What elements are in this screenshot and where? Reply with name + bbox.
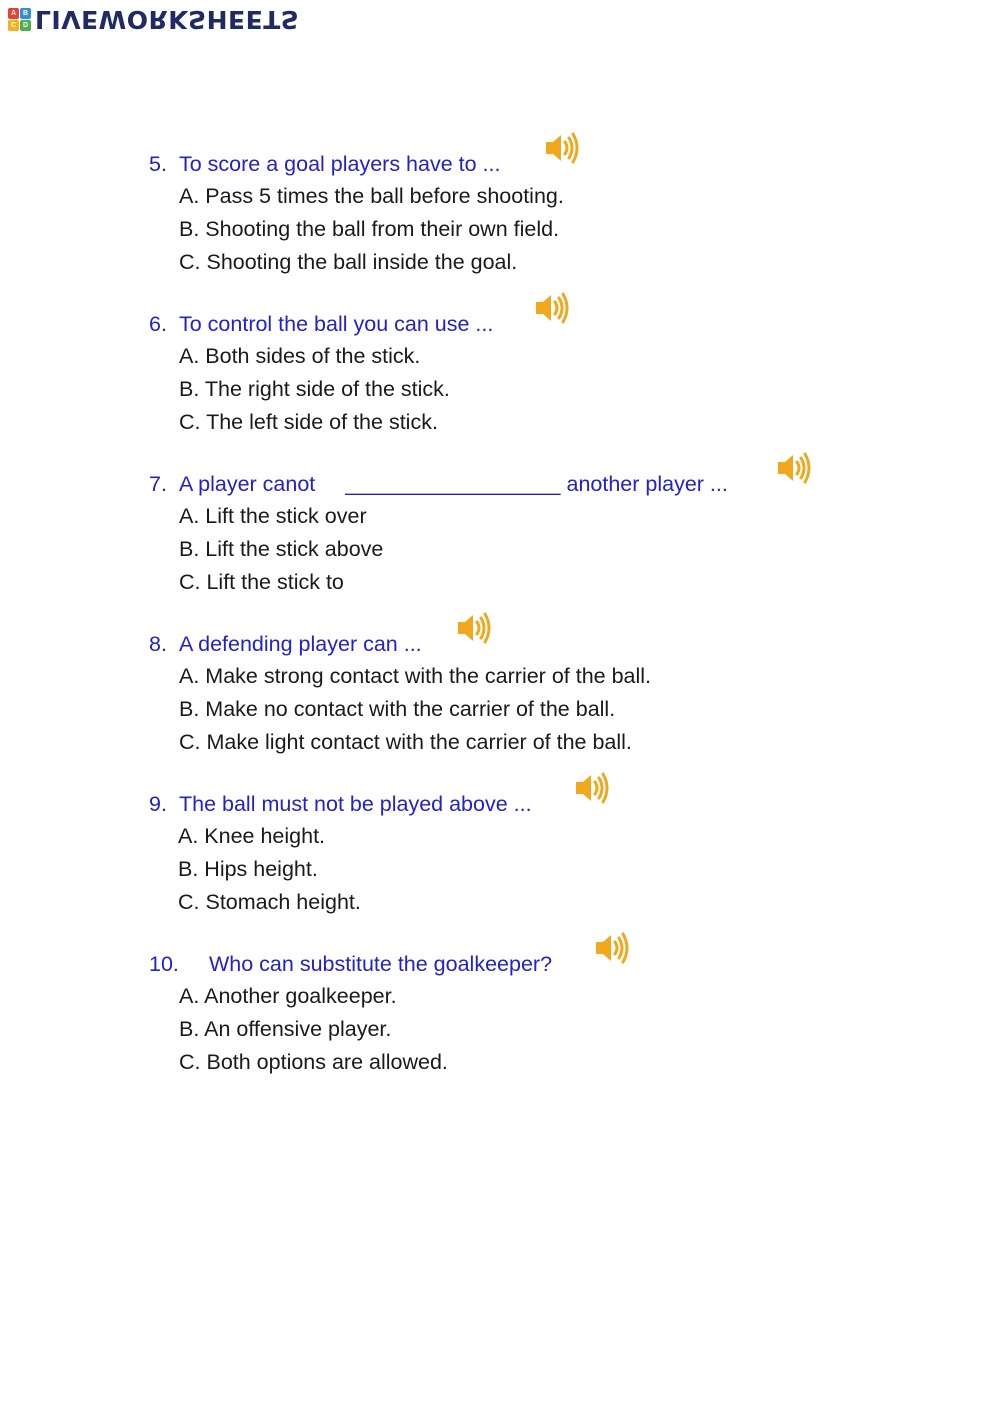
- question-10: [149, 948, 969, 1079]
- option-a[interactable]: A. Make strong contact with the carrier of the ball.: [179, 664, 652, 688]
- question-number: 7.: [149, 472, 167, 496]
- option-c[interactable]: C. The left side of the stick.: [179, 410, 438, 434]
- option-b[interactable]: B. Hips height.: [178, 857, 318, 881]
- speaker-icon[interactable]: [775, 451, 811, 485]
- liveworksheets-logo: [8, 4, 299, 34]
- option-a[interactable]: A. Pass 5 times the ball before shooting.: [179, 184, 564, 208]
- question-prompt: [149, 948, 969, 980]
- options-list: [149, 180, 969, 279]
- logo-block: B: [20, 8, 31, 19]
- speaker-icon[interactable]: [573, 771, 609, 805]
- question-7: [149, 468, 969, 599]
- option-c[interactable]: C. Make light contact with the carrier of the ball.: [179, 730, 632, 754]
- question-text: To score a goal players have to ...: [179, 152, 501, 176]
- question-number: 10.: [149, 952, 179, 976]
- option-c[interactable]: C. Shooting the ball inside the goal.: [179, 250, 518, 274]
- option-b[interactable]: B. An offensive player.: [179, 1017, 392, 1041]
- question-prompt: [149, 628, 969, 660]
- speaker-icon[interactable]: [593, 931, 629, 965]
- option-a[interactable]: A. Knee height.: [178, 824, 326, 848]
- question-number: 9.: [149, 792, 167, 816]
- logo-block: C: [8, 20, 19, 31]
- question-text-before: A player canot: [179, 472, 316, 496]
- speaker-icon[interactable]: [455, 611, 491, 645]
- question-number: 6.: [149, 312, 167, 336]
- question-number: 8.: [149, 632, 167, 656]
- question-number: 5.: [149, 152, 167, 176]
- question-text: Who can substitute the goalkeeper?: [209, 952, 553, 976]
- question-text: The ball must not be played above ...: [179, 792, 532, 816]
- question-8: [149, 628, 969, 759]
- speaker-icon[interactable]: [543, 131, 579, 165]
- options-list: [149, 660, 969, 759]
- question-6: [149, 308, 969, 439]
- logo-text: LIVEWORKSHEETS: [35, 4, 300, 34]
- question-5: [149, 148, 969, 279]
- logo-block: D: [20, 20, 31, 31]
- options-list: [149, 820, 969, 919]
- option-b[interactable]: B. Shooting the ball from their own field.: [179, 217, 560, 241]
- option-c[interactable]: C. Both options are allowed.: [179, 1050, 448, 1074]
- logo-blocks-icon: [8, 8, 31, 31]
- options-list: [149, 500, 969, 599]
- answer-blank[interactable]: __________________: [345, 472, 561, 496]
- question-9: [149, 788, 969, 919]
- option-a[interactable]: A. Both sides of the stick.: [179, 344, 421, 368]
- question-prompt: [149, 788, 969, 820]
- question-prompt: [149, 468, 969, 500]
- option-b[interactable]: B. Make no contact with the carrier of the ball.: [179, 697, 616, 721]
- option-c[interactable]: C. Stomach height.: [178, 890, 361, 914]
- question-text-after: another player ...: [566, 472, 728, 496]
- logo-block: A: [8, 8, 19, 19]
- question-text: To control the ball you can use ...: [179, 312, 494, 336]
- speaker-icon[interactable]: [533, 291, 569, 325]
- options-list: [149, 980, 969, 1079]
- option-c[interactable]: C. Lift the stick to: [179, 570, 344, 594]
- options-list: [149, 340, 969, 439]
- question-text: A defending player can ...: [179, 632, 422, 656]
- option-b[interactable]: B. The right side of the stick.: [179, 377, 450, 401]
- option-a[interactable]: A. Lift the stick over: [179, 504, 367, 528]
- option-a[interactable]: A. Another goalkeeper.: [179, 984, 397, 1008]
- option-b[interactable]: B. Lift the stick above: [179, 537, 384, 561]
